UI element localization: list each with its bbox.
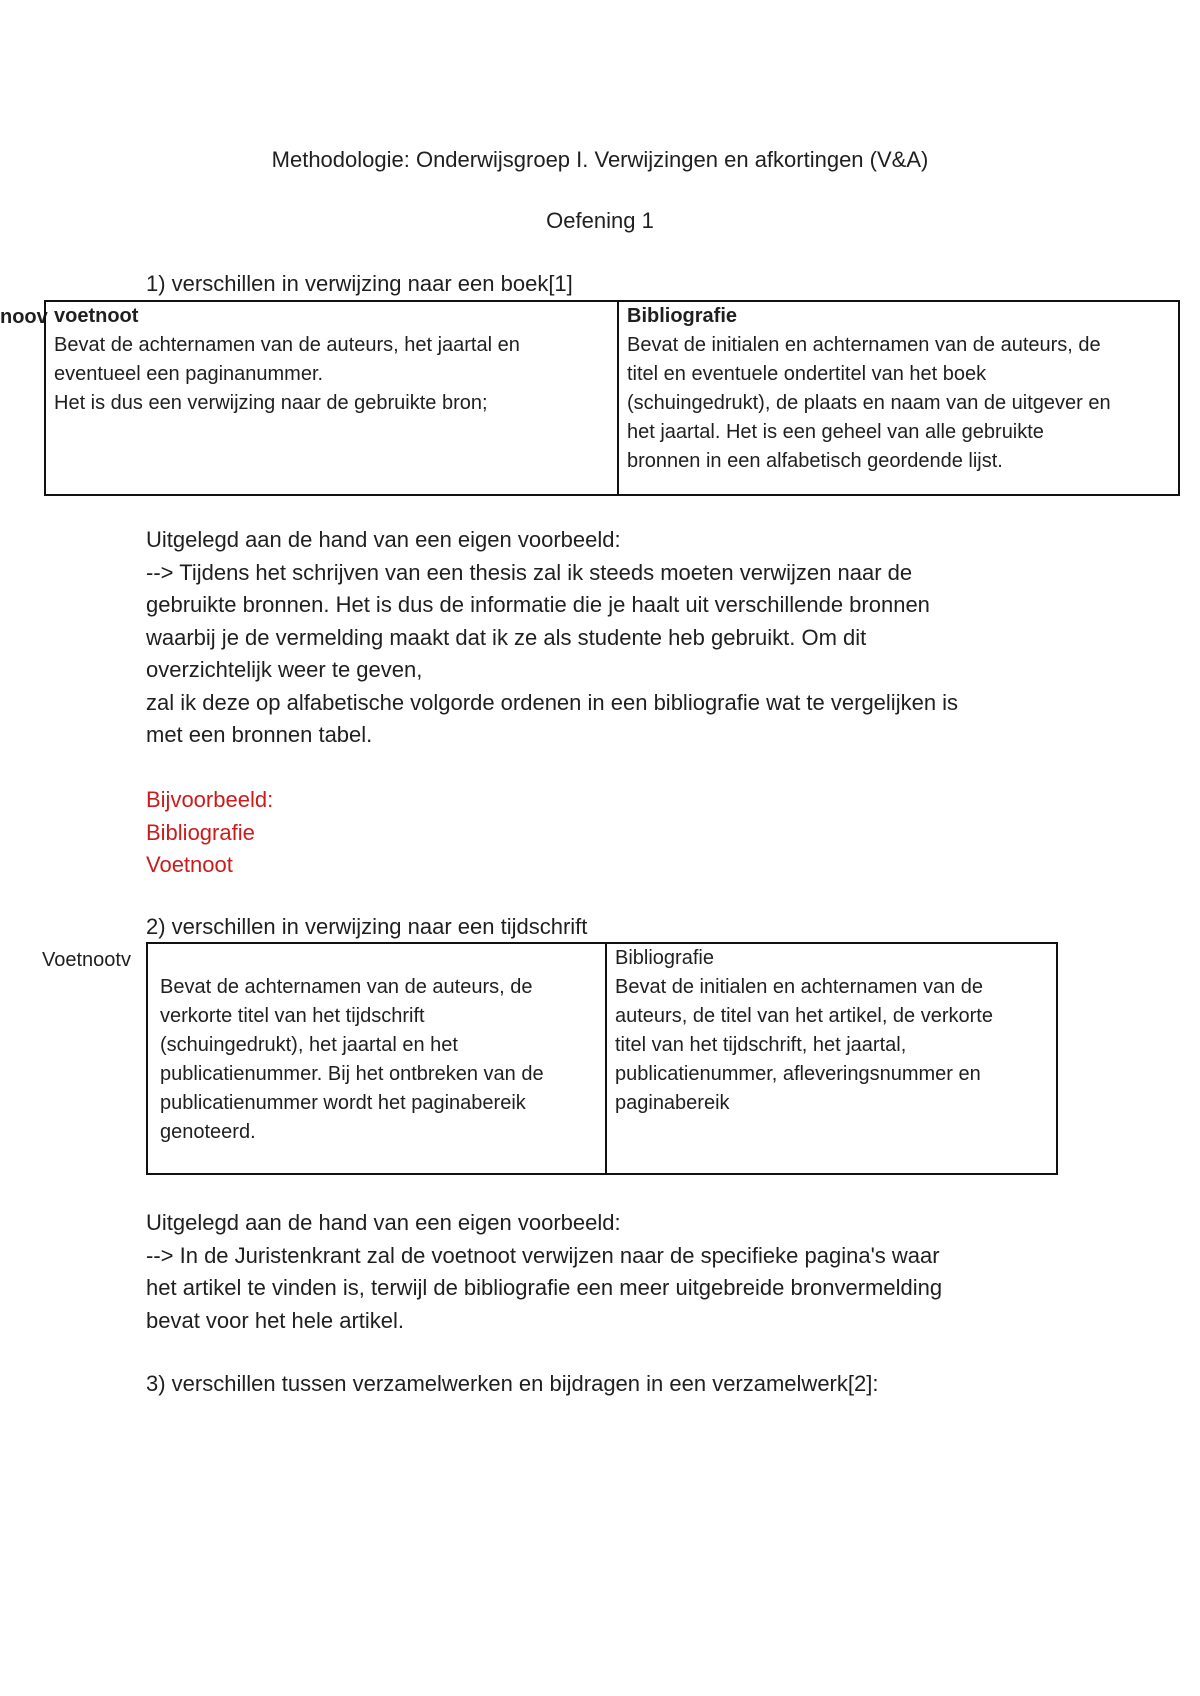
section2-side-label: Voetnootv — [42, 949, 131, 971]
page-title: Methodologie: Onderwijsgroep I. Verwijzingen en afkortingen (V&A) — [271, 147, 929, 172]
explanation2-paragraph — [146, 1207, 942, 1337]
explanation1-line: gebruikte bronnen. Het is dus de informatie die je haalt uit verschillende bronnen — [146, 592, 930, 617]
book-reference-table — [44, 300, 1180, 496]
book-bibliography-header: Bibliografie — [627, 305, 738, 327]
book-footnote-header: voetnoot — [54, 305, 139, 327]
book-bibliography-line: (schuingedrukt), de plaats en naam van de uitgever en — [627, 392, 1111, 414]
section3-heading: 3) verschillen tussen verzamelwerken en bijdragen in een verzamelwerk[2]: — [146, 1371, 879, 1396]
book-bibliography-cell — [618, 301, 1179, 495]
book-bibliography-line: bronnen in een alfabetisch geordende lijst. — [627, 450, 1003, 472]
explanation2-line: Uitgelegd aan de hand van een eigen voorbeeld: — [146, 1210, 621, 1235]
book-bibliography-line: Bevat de initialen en achternamen van de auteurs, de — [627, 334, 1101, 356]
book-footnote-cell — [45, 301, 618, 495]
book-footnote-line: Het is dus een verwijzing naar de gebruikte bron; — [54, 392, 488, 414]
journal-reference-table — [146, 942, 1058, 1175]
example-line: Bijvoorbeeld: — [146, 787, 274, 812]
example-block — [146, 784, 273, 882]
journal-bibliography-line: titel van het tijdschrift, het jaartal, — [615, 1034, 907, 1056]
journal-footnote-line: verkorte titel van het tijdschrift — [160, 1005, 425, 1027]
book-footnote-line: Bevat de achternamen van de auteurs, het jaartal en — [54, 334, 520, 356]
example-line: Voetnoot — [146, 852, 233, 877]
book-bibliography-line: het jaartal. Het is een geheel van alle gebruikte — [627, 421, 1044, 443]
section2-heading: 2) verschillen in verwijzing naar een tijdschrift — [146, 914, 588, 939]
section1-side-label: noov — [0, 306, 48, 328]
example-line: Bibliografie — [146, 819, 255, 845]
explanation1-line: waarbij je de vermelding maakt dat ik ze als studente heb gebruikt. Om dit — [146, 624, 867, 650]
journal-footnote-spacer — [160, 944, 597, 973]
explanation1-line: --> Tijdens het schrijven van een thesis zal ik steeds moeten verwijzen naar de — [146, 559, 913, 585]
journal-bibliography-line: Bevat de initialen en achternamen van de — [615, 976, 984, 998]
exercise-subtitle: Oefening 1 — [546, 208, 654, 233]
journal-bibliography-header: Bibliografie — [615, 947, 714, 969]
journal-footnote-line: publicatienummer wordt het paginabereik — [160, 1092, 526, 1114]
journal-bibliography-line: publicatienummer, afleveringsnummer en — [615, 1063, 981, 1085]
explanation2-line: het artikel te vinden is, terwijl de bibliografie een meer uitgebreide bronvermelding — [146, 1275, 943, 1300]
section1-heading: 1) verschillen in verwijzing naar een boek[1] — [146, 271, 573, 296]
book-bibliography-line: titel en eventuele ondertitel van het boek — [627, 363, 987, 385]
book-footnote-line: eventueel een paginanummer. — [54, 363, 324, 385]
explanation1-line: met een bronnen tabel. — [146, 722, 373, 747]
explanation1-line: Uitgelegd aan de hand van een eigen voorbeeld: — [146, 527, 621, 552]
journal-bibliography-cell — [606, 943, 1057, 1174]
journal-footnote-cell — [147, 943, 606, 1174]
explanation2-line: bevat voor het hele artikel. — [146, 1307, 405, 1333]
journal-footnote-line: (schuingedrukt), het jaartal en het — [160, 1034, 458, 1056]
journal-bibliography-line: paginabereik — [615, 1092, 730, 1114]
explanation1-line: overzichtelijk weer te geven, — [146, 657, 423, 682]
journal-bibliography-line: auteurs, de titel van het artikel, de verkorte — [615, 1005, 993, 1027]
explanation1-paragraph — [146, 524, 958, 752]
explanation2-line: --> In de Juristenkrant zal de voetnoot verwijzen naar de specifieke pagina's waar — [146, 1242, 940, 1268]
journal-footnote-line: Bevat de achternamen van de auteurs, de — [160, 976, 533, 998]
journal-footnote-line: genoteerd. — [160, 1121, 256, 1143]
journal-footnote-line: publicatienummer. Bij het ontbreken van de — [160, 1063, 544, 1085]
explanation1-line: zal ik deze op alfabetische volgorde ordenen in een bibliografie wat te vergelijken is — [146, 689, 959, 715]
